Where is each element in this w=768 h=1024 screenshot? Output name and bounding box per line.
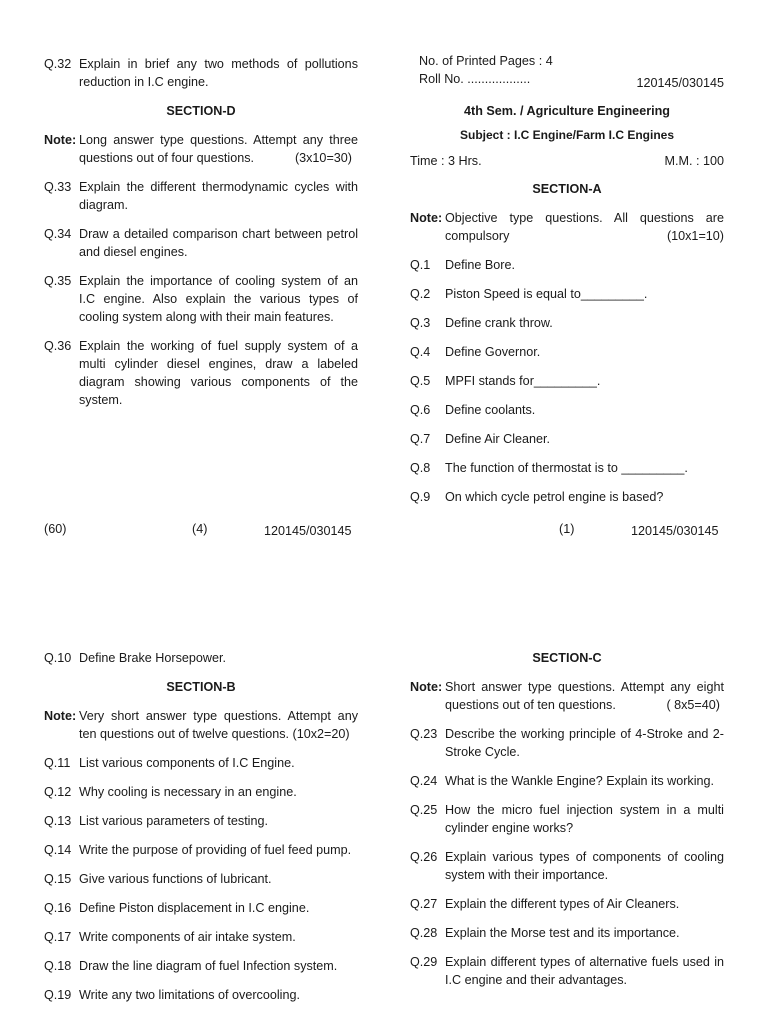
question-35 (44, 272, 358, 326)
panel-top-left (44, 55, 358, 420)
question-number: Q.35 (44, 274, 72, 288)
question-1 (410, 256, 724, 274)
note-marks: (10x1=10) (666, 229, 724, 243)
question-7 (410, 430, 724, 448)
footer-page-number: (4) (192, 522, 208, 536)
question-text: Explain the working of fuel supply system of a multi cylinder diesel engines, draw a labeled diagram showing various components of the system. (79, 339, 358, 407)
question-number: Q.8 (410, 461, 431, 475)
question-number: Q.14 (44, 843, 72, 857)
max-marks: M.M. : 100 (664, 154, 724, 168)
section-a-heading: SECTION-A (532, 182, 602, 196)
question-number: Q.13 (44, 814, 72, 828)
footer-page-total: (60) (44, 522, 67, 536)
question-text: Define coolants. (445, 403, 536, 417)
question-number: Q.33 (44, 180, 72, 194)
question-13 (44, 812, 358, 830)
paper-code: 120145/030145 (636, 76, 724, 90)
question-16 (44, 899, 358, 917)
question-number: Q.16 (44, 901, 72, 915)
question-text: Write the purpose of providing of fuel feed pump. (79, 843, 352, 857)
section-b-note (44, 707, 358, 743)
note-body: Short answer type questions. Attempt any eight questions out of ten questions. (445, 680, 724, 712)
question-text: What is the Wankle Engine? Explain its working. (445, 774, 715, 788)
question-text: Write components of air intake system. (79, 930, 296, 944)
footer-page-number: (1) (559, 522, 575, 536)
question-text: Explain the different thermodynamic cycles with diagram. (79, 180, 358, 212)
question-26 (410, 848, 724, 884)
note-label: Note: (44, 709, 77, 723)
question-10 (44, 649, 358, 667)
question-text: Explain various types of components of cooling system with their importance. (445, 850, 724, 882)
question-text: Explain different types of alternative fuels used in I.C engine and their advantages. (445, 955, 724, 987)
question-15 (44, 870, 358, 888)
question-text: The function of thermostat is to _________. (445, 461, 688, 475)
note-label: Note: (44, 133, 77, 147)
section-b-heading: SECTION-B (166, 680, 236, 694)
section-c-note (410, 678, 724, 714)
question-23 (410, 725, 724, 761)
question-5 (410, 372, 724, 390)
question-text: Why cooling is necessary in an engine. (79, 785, 297, 799)
question-8 (410, 459, 724, 477)
question-number: Q.2 (410, 287, 431, 301)
question-number: Q.5 (410, 374, 431, 388)
question-text: Define Air Cleaner. (445, 432, 551, 446)
question-34 (44, 225, 358, 261)
question-text: Draw the line diagram of fuel Infection system. (79, 959, 338, 973)
section-d-note (44, 131, 358, 167)
time-allowed: Time : 3 Hrs. (410, 154, 482, 168)
panel-bottom-left (44, 649, 358, 1015)
question-number: Q.32 (44, 57, 72, 71)
question-18 (44, 957, 358, 975)
note-text (445, 678, 724, 714)
question-text: Explain the different types of Air Cleaners. (445, 897, 680, 911)
question-text: Explain in brief any two methods of pollutions reduction in I.C engine. (79, 57, 358, 89)
question-number: Q.3 (410, 316, 431, 330)
time-marks-row (410, 152, 724, 170)
section-a-note (410, 209, 724, 245)
question-24 (410, 772, 724, 790)
question-6 (410, 401, 724, 419)
question-number: Q.12 (44, 785, 72, 799)
note-label: Note: (410, 211, 443, 225)
question-12 (44, 783, 358, 801)
question-28 (410, 924, 724, 942)
section-c-heading: SECTION-C (532, 651, 602, 665)
subject-title: Subject : I.C Engine/Farm I.C Engines (459, 128, 675, 142)
question-text: Explain the importance of cooling system of an I.C engine. Also explain the various types of cooling system along with their main features. (79, 274, 358, 324)
note-marks: ( 8x5=40) (666, 698, 720, 712)
question-number: Q.7 (410, 432, 431, 446)
question-3 (410, 314, 724, 332)
question-text: MPFI stands for_________. (445, 374, 601, 388)
question-number: Q.28 (410, 926, 438, 940)
question-text: Give various functions of lubricant. (79, 872, 272, 886)
question-25 (410, 801, 724, 837)
question-number: Q.19 (44, 988, 72, 1002)
printed-pages: No. of Printed Pages : 4 (419, 54, 553, 68)
question-number: Q.1 (410, 258, 431, 272)
question-text: List various components of I.C Engine. (79, 756, 295, 770)
question-number: Q.18 (44, 959, 72, 973)
note-text: Very short answer type questions. Attempt any ten questions out of twelve questions. (10x2=20) (79, 709, 358, 741)
question-number: Q.25 (410, 803, 438, 817)
question-number: Q.11 (44, 756, 71, 770)
roll-no: Roll No. .................. (419, 72, 531, 86)
question-9 (410, 488, 724, 506)
question-11 (44, 754, 358, 772)
question-text: Define crank throw. (445, 316, 553, 330)
question-4 (410, 343, 724, 361)
question-2 (410, 285, 724, 303)
question-number: Q.10 (44, 651, 72, 665)
question-number: Q.9 (410, 490, 431, 504)
question-17 (44, 928, 358, 946)
question-27 (410, 895, 724, 913)
note-text (445, 209, 724, 245)
question-number: Q.6 (410, 403, 431, 417)
footer-paper-code: 120145/030145 (264, 524, 352, 538)
question-number: Q.15 (44, 872, 72, 886)
question-text: Define Governor. (445, 345, 541, 359)
question-text: Draw a detailed comparison chart between petrol and diesel engines. (79, 227, 358, 259)
question-text: Describe the working principle of 4-Stroke and 2-Stroke Cycle. (445, 727, 724, 759)
panel-bottom-right (410, 649, 724, 1000)
question-text: Piston Speed is equal to_________. (445, 287, 648, 301)
question-text: Define Piston displacement in I.C engine. (79, 901, 310, 915)
question-text: Define Brake Horsepower. (79, 651, 226, 665)
question-number: Q.24 (410, 774, 438, 788)
section-d-heading: SECTION-D (166, 104, 236, 118)
note-label: Note: (410, 680, 443, 694)
footer-paper-code: 120145/030145 (631, 524, 719, 538)
question-32 (44, 55, 358, 91)
question-number: Q.36 (44, 339, 72, 353)
question-29 (410, 953, 724, 989)
question-number: Q.29 (410, 955, 438, 969)
question-number: Q.34 (44, 227, 72, 241)
question-number: Q.27 (410, 897, 438, 911)
question-number: Q.26 (410, 850, 438, 864)
question-text: Write any two limitations of overcooling. (79, 988, 300, 1002)
semester-title: 4th Sem. / Agriculture Engineering (464, 104, 670, 118)
question-33 (44, 178, 358, 214)
question-14 (44, 841, 358, 859)
question-number: Q.17 (44, 930, 72, 944)
note-body: Objective type questions. All questions are compulsory (445, 211, 724, 243)
question-text: Explain the Morse test and its importance. (445, 926, 680, 940)
question-number: Q.4 (410, 345, 431, 359)
question-text: On which cycle petrol engine is based? (445, 490, 664, 504)
note-text (79, 131, 358, 167)
note-marks: (3x10=30) (294, 151, 352, 165)
question-text: List various parameters of testing. (79, 814, 268, 828)
question-text: Define Bore. (445, 258, 516, 272)
note-body: Long answer type questions. Attempt any three questions out of four questions. (79, 133, 358, 165)
question-number: Q.23 (410, 727, 438, 741)
question-36 (44, 337, 358, 409)
roll-row (410, 70, 724, 92)
panel-top-right (410, 52, 724, 517)
question-19 (44, 986, 358, 1004)
question-text: How the micro fuel injection system in a multi cylinder engine works? (445, 803, 724, 835)
